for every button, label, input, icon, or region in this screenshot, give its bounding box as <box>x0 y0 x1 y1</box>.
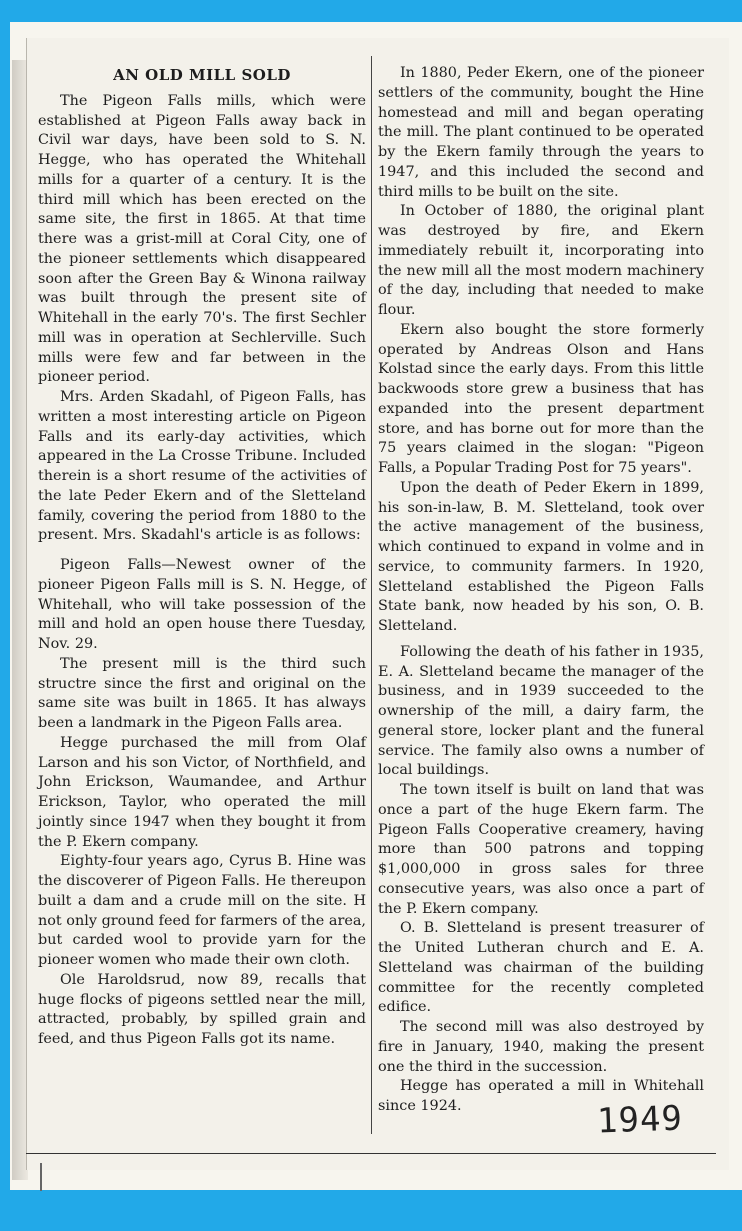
paragraph: Hegge has operated a mill in Whitehall since 1924. <box>378 1078 704 1114</box>
paragraph: Upon the death of Peder Ekern in 1899, his son-in-law, B. M. Sletteland, took over the active management of the business, which continued to expand in volme and in service, to community farmers. In 1920, Sletteland established the Pigeon Falls State bank, now headed by his son, O. B. Sletteland. <box>378 479 704 634</box>
bottom-edge-mark <box>40 1163 42 1191</box>
right-column <box>378 64 704 1117</box>
paragraph: The present mill is the third such structre since the first and original on the same site was built in 1865. It has always been a landmark in the Pigeon Falls area. <box>38 655 366 731</box>
paragraph: O. B. Sletteland is present treasurer of the United Lutheran church and E. A. Sletteland was chairman of the building committee for the recently completed edifice. <box>378 920 704 1016</box>
article-headline: AN OLD MILL SOLD <box>113 66 291 84</box>
paragraph: In October of 1880, the original plant was destroyed by fire, and Ekern immediately rebuilt it, incorporating into the new mill all the most modern machinery of the day, including that needed to make flour. <box>378 203 704 318</box>
paragraph: In 1880, Peder Ekern, one of the pioneer settlers of the community, bought the Hine homestead and mill and began operating the mill. The plant continued to be operated by the Ekern family through the years to 1947, and this included the second and third mills to be built on the site. <box>378 65 704 200</box>
paragraph: Pigeon Falls—Newest owner of the pioneer Pigeon Falls mill is S. N. Hegge, of Whitehall, who will take possession of the mill and hold an open house there Tuesday, Nov. 29. <box>38 557 366 652</box>
column-divider <box>371 56 372 1134</box>
paragraph: Hegge purchased the mill from Olaf Larson and his son Victor, of Northfield, and John Erickson, Waumandee, and Arthur Erickson, Taylor, who operated the mill jointly since 1947 when they bought it from the P. Ekern company. <box>38 734 366 850</box>
handwritten-year: 1949 <box>596 1098 684 1142</box>
bottom-rule <box>26 1153 716 1154</box>
paragraph: Ekern also bought the store formerly operated by Andreas Olson and Hans Kolstad since the early days. From this little backwoods store grew a business that has expanded into the present department store, and has borne out for more than the 75 years claimed in the slogan: "Pigeon Falls, a Popular Trading Post for 75 years". <box>378 321 704 476</box>
paragraph: The town itself is built on land that was once a part of the huge Ekern farm. The Pigeon Falls Cooperative creamery, having more than 500 patrons and topping $1,000,000 in gross sales for three consecutive years, was also once a part of the P. Ekern company. <box>378 782 704 917</box>
paragraph: The Pigeon Falls mills, which were established at Pigeon Falls away back in Civil war days, have been sold to S. N. Hegge, who has operated the Whitehall mills for a quarter of a century. It is the third mill which has been erected on the same site, the first in 1865. At that time there was a grist-mill at Coral City, one of the pioneer settlements which disappeared soon after the Green Bay & Winona railway was built through the present site of Whitehall in the early 70's. The first Sechler mill was in operation at Sechlerville. Such mills were few and far between in the pioneer period. <box>38 92 366 386</box>
paragraph: Mrs. Arden Skadahl, of Pigeon Falls, has written a most interesting article on Pigeon Falls and its early-day activities, which appeared in the La Crosse Tribune. Included therein is a short resume of the activities of the late Peder Ekern and of the Sletteland family, covering the period from 1880 to the present. Mrs. Skadahl's article is as follows: <box>38 389 366 544</box>
paragraph: Eighty-four years ago, Cyrus B. Hine was the discoverer of Pigeon Falls. He thereupon built a dam and a crude mill on the site. H not only ground feed for farmers of the area, but carded wool to provide yarn for the pioneer women who made their own cloth. <box>38 853 366 968</box>
paragraph: Ole Haroldsrud, now 89, recalls that huge flocks of pigeons settled near the mill, attracted, probably, by spilled grain and feed, and thus Pigeon Falls got its name. <box>38 971 366 1047</box>
left-column <box>38 64 366 1050</box>
paragraph: The second mill was also destroyed by fire in January, 1940, making the present one the third in the succession. <box>378 1019 704 1075</box>
paragraph: Following the death of his father in 1935, E. A. Sletteland became the manager of the business, and in 1939 succeeded to the ownership of the mill, a dairy farm, the general store, locker plant and the funeral service. The family also owns a number of local buildings. <box>378 643 704 779</box>
